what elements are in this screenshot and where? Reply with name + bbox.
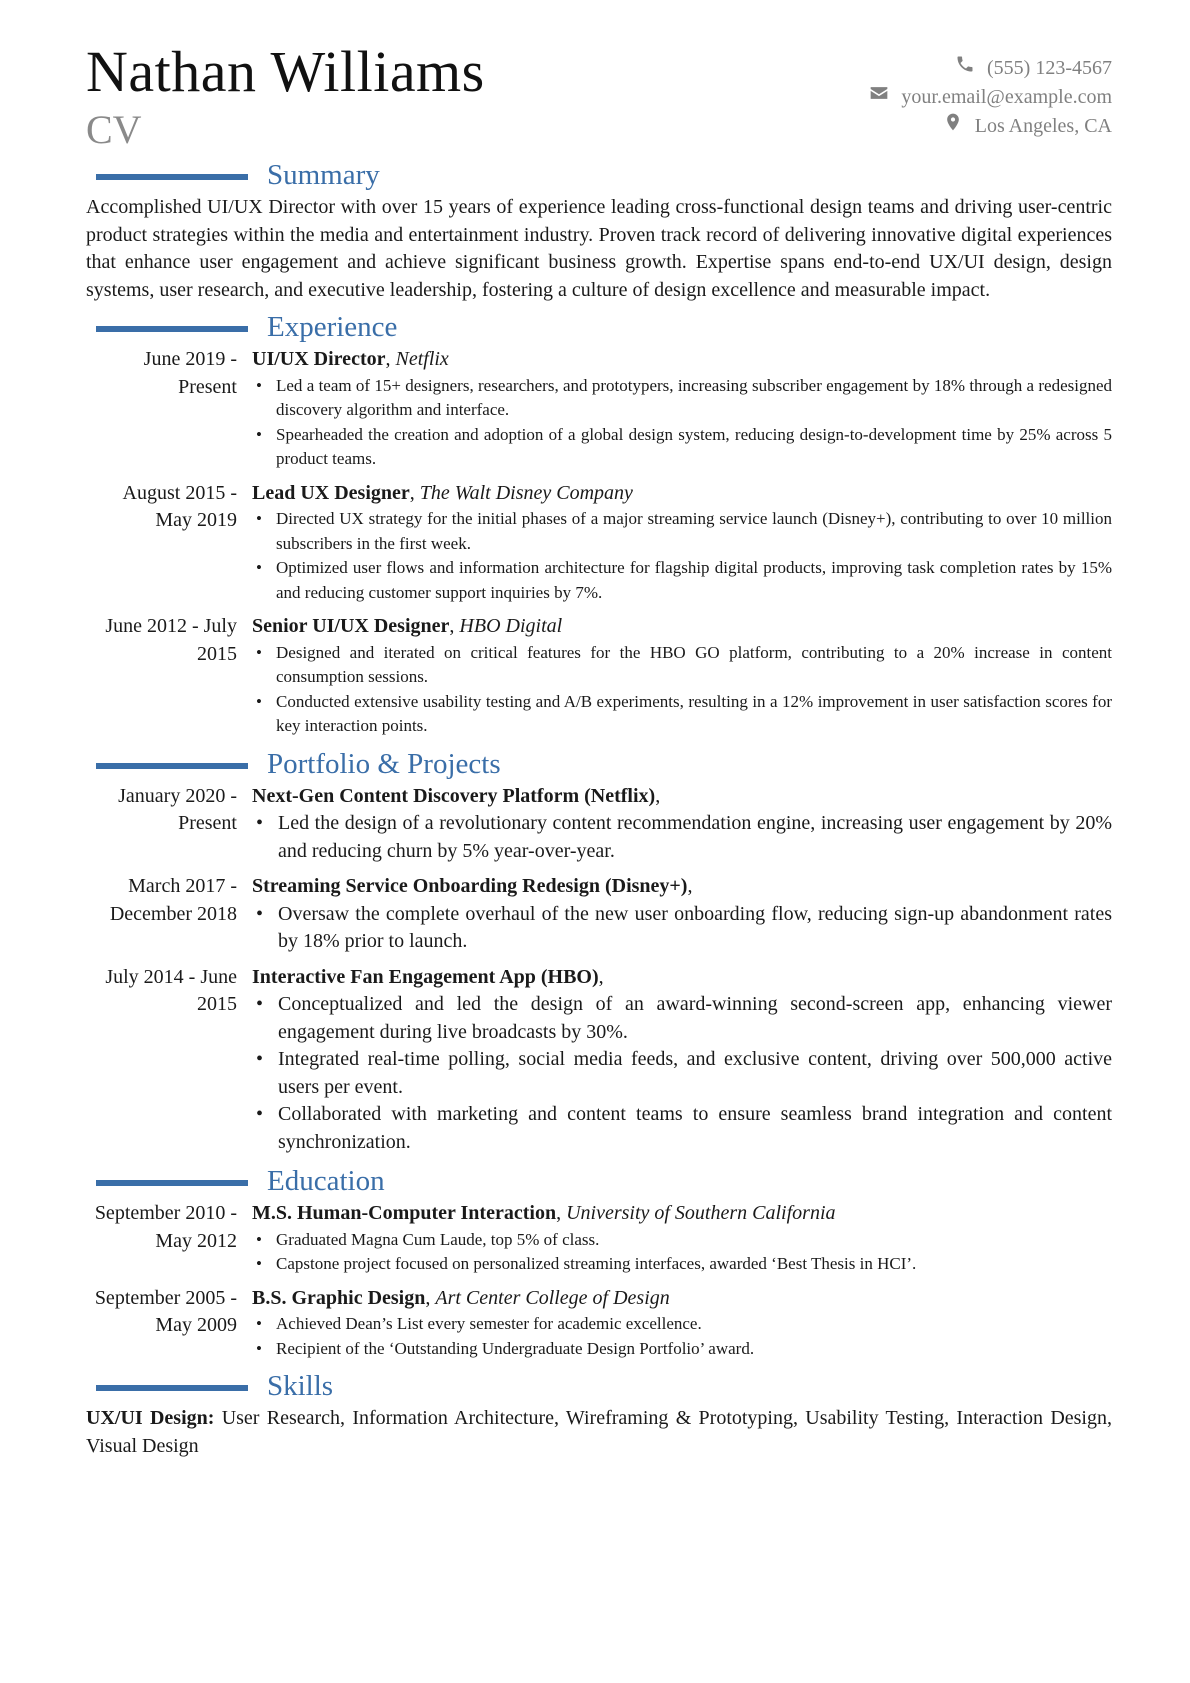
- degree: M.S. Human-Computer Interaction: [252, 1202, 557, 1224]
- project-entry: [86, 873, 1112, 956]
- bullet-item: • Oversaw the complete overhaul of the new user onboarding flow, reducing sign-up abandonment rates by 18% prior to launch.: [252, 901, 1112, 956]
- bullet-item: • Led a team of 15+ designers, researchers, and prototypers, increasing subscriber engagement by 18% through a redesigned discovery algorithm and interface.: [252, 374, 1112, 423]
- bullet-item: • Integrated real-time polling, social media feeds, and exclusive content, driving over 500,000 active users per event.: [252, 1046, 1112, 1101]
- phone-icon: [955, 54, 975, 83]
- employer: Netflix: [395, 348, 449, 370]
- job-role: Senior UI/UX Designer: [252, 615, 450, 637]
- bullet-item: • Directed UX strategy for the initial phases of a major streaming service launch (Disney+), contributing to over 10 million subscribers in the first week.: [252, 507, 1112, 556]
- resume-header: [86, 40, 1112, 158]
- section-accent-bar: [96, 763, 248, 769]
- entry-title: UI/UX Director, Netflix: [252, 348, 449, 370]
- contact-email: [869, 83, 1112, 112]
- degree: B.S. Graphic Design: [252, 1286, 426, 1309]
- resume-page: [86, 40, 1112, 1460]
- section-accent-bar: [96, 1180, 248, 1186]
- education-section-header: [86, 1164, 1112, 1200]
- employer: HBO Digital: [459, 615, 563, 637]
- entry-bullets: [252, 810, 1112, 865]
- job-role: Lead UX Designer: [252, 481, 410, 504]
- bullet-item: • Designed and iterated on critical features for the HBO GO platform, contributing to a 20% increase in content consumption sessions.: [252, 641, 1112, 690]
- entry-title: Senior UI/UX Designer, HBO Digital: [252, 615, 563, 637]
- job-role: UI/UX Director: [252, 348, 386, 370]
- project-entry: [86, 783, 1112, 866]
- section-title-projects: Portfolio & Projects: [267, 747, 501, 780]
- section-title-education: Education: [267, 1165, 385, 1197]
- entry-title: M.S. Human-Computer Interaction, University of Southern California: [252, 1202, 836, 1224]
- entry-bullets: [252, 1312, 1112, 1361]
- projects-section-header: [86, 747, 1112, 783]
- experience-entry: [86, 613, 1112, 739]
- entry-bullets: [252, 374, 1112, 472]
- skills-line: [86, 1405, 1112, 1460]
- entry-title: Interactive Fan Engagement App (HBO),: [252, 965, 604, 988]
- entry-bullets: [252, 641, 1112, 739]
- entry-date: August 2015 - May 2019: [122, 481, 237, 531]
- full-name: Nathan Williams: [86, 39, 485, 104]
- bullet-item: • Conceptualized and led the design of an award-winning second-screen app, enhancing viewer engagement during live broadcasts by 30%.: [252, 991, 1112, 1046]
- entry-bullets: [252, 901, 1112, 956]
- skills-list: User Research, Information Architecture, Wireframing & Prototyping, Usability Testing, Interaction Design, Visual Design: [86, 1407, 1112, 1457]
- experience-entry: [86, 346, 1112, 472]
- location-text: Los Angeles, CA: [974, 115, 1112, 137]
- summary-text: Accomplished UI/UX Director with over 15 years of experience leading cross-functional design teams and driving user-centric product strategies within the media and entertainment industry. Proven track record of delivering innovative digital experiences that enhance user engagement and achieve significant business growth. Expertise spans end-to-end UX/UI design, design systems, user research, and executive leadership, fostering a culture of design excellence and measurable impact.: [86, 196, 1112, 301]
- bullet-item: • Optimized user flows and information architecture for flagship digital products, improving task completion rates by 15% and reducing customer support inquiries by 7%.: [252, 556, 1112, 605]
- bullet-item: • Recipient of the ‘Outstanding Undergraduate Design Portfolio’ award.: [252, 1337, 1112, 1362]
- bullet-item: • Capstone project focused on personalized streaming interfaces, awarded ‘Best Thesis in HCI’.: [252, 1252, 1112, 1277]
- entry-date: June 2019 - Present: [143, 348, 237, 398]
- envelope-icon: [869, 83, 889, 112]
- map-pin-icon: [943, 112, 963, 141]
- section-accent-bar: [96, 174, 248, 180]
- project-name: Interactive Fan Engagement App (HBO): [252, 965, 599, 988]
- contact-block: [869, 54, 1112, 141]
- school: Art Center College of Design: [435, 1286, 670, 1309]
- skills-category-label: UX/UI Design:: [86, 1407, 215, 1429]
- entry-bullets: [252, 1228, 1112, 1277]
- phone-number: (555) 123-4567: [987, 57, 1112, 79]
- project-name: Next-Gen Content Discovery Platform (Netflix): [252, 784, 656, 807]
- entry-date: September 2010 - May 2012: [94, 1202, 237, 1252]
- contact-phone: [869, 54, 1112, 83]
- entry-bullets: [252, 991, 1112, 1156]
- section-title-experience: Experience: [267, 311, 398, 343]
- project-entry: [86, 964, 1112, 1157]
- entry-title: Lead UX Designer, The Walt Disney Company: [252, 481, 633, 504]
- section-title-skills: Skills: [267, 1370, 334, 1402]
- skills-section-header: [86, 1369, 1112, 1405]
- education-entry: [86, 1285, 1112, 1362]
- bullet-item: • Led the design of a revolutionary content recommendation engine, increasing user engagement by 20% and reducing churn by 5% year-over-year.: [252, 810, 1112, 865]
- entry-date: July 2014 - June 2015: [105, 965, 237, 1015]
- section-accent-bar: [96, 326, 248, 332]
- entry-bullets: [252, 507, 1112, 605]
- bullet-item: • Spearheaded the creation and adoption of a global design system, reducing design-to-development time by 25% across 5 product teams.: [252, 423, 1112, 472]
- school: University of Southern California: [566, 1202, 836, 1224]
- document-subtitle: CV: [86, 107, 142, 152]
- section-title-summary: Summary: [267, 159, 380, 191]
- section-accent-bar: [96, 1385, 248, 1391]
- entry-date: September 2005 - May 2009: [94, 1286, 237, 1336]
- entry-title: Streaming Service Onboarding Redesign (Disney+),: [252, 875, 693, 897]
- entry-date: March 2017 - December 2018: [109, 875, 237, 925]
- bullet-item: • Conducted extensive usability testing and A/B experiments, resulting in a 12% improvement in user satisfaction scores for key interaction points.: [252, 690, 1112, 739]
- contact-location: [869, 112, 1112, 141]
- project-name: Streaming Service Onboarding Redesign (Disney+): [252, 875, 688, 897]
- bullet-item: • Collaborated with marketing and content teams to ensure seamless brand integration and content synchronization.: [252, 1101, 1112, 1156]
- entry-title: B.S. Graphic Design, Art Center College of Design: [252, 1286, 670, 1309]
- email-address: your.email@example.com: [901, 86, 1112, 108]
- bullet-item: • Graduated Magna Cum Laude, top 5% of class.: [252, 1228, 1112, 1253]
- education-entry: [86, 1200, 1112, 1277]
- experience-entry: [86, 480, 1112, 606]
- bullet-item: • Achieved Dean’s List every semester for academic excellence.: [252, 1312, 1112, 1337]
- employer: The Walt Disney Company: [419, 481, 633, 504]
- entry-date: January 2020 - Present: [118, 784, 237, 834]
- experience-section-header: [86, 310, 1112, 346]
- entry-title: Next-Gen Content Discovery Platform (Netflix),: [252, 784, 661, 807]
- summary-section-header: [86, 158, 1112, 194]
- entry-date: June 2012 - July 2015: [105, 615, 237, 665]
